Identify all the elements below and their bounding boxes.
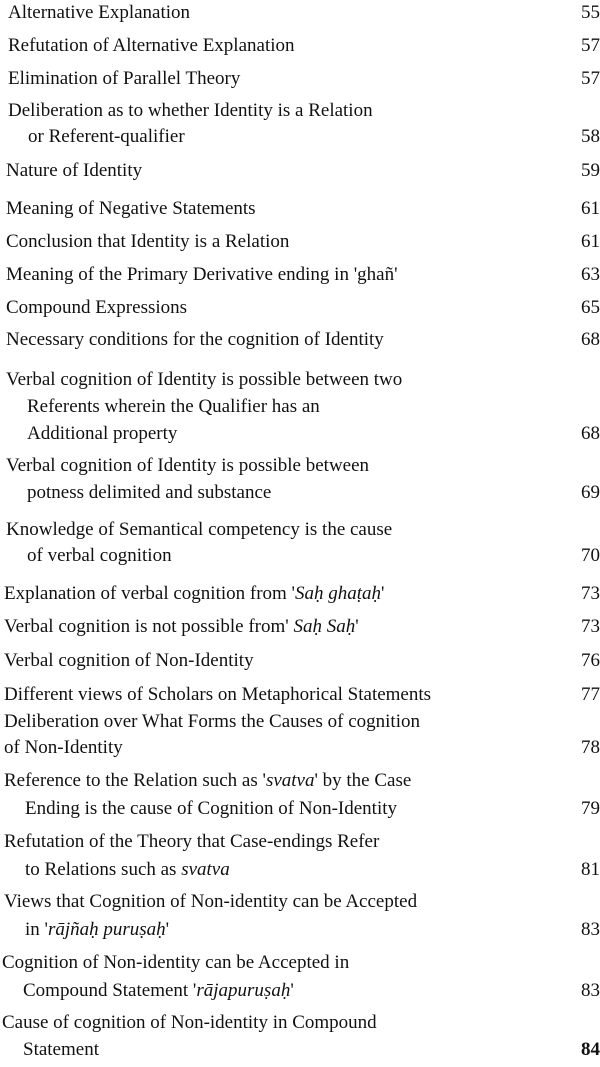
toc-entry-title-text: ' (165, 919, 170, 940)
toc-page-number: 68 (581, 423, 600, 444)
toc-page-number: 55 (581, 2, 600, 23)
toc-entry-title-text: ' (355, 616, 359, 637)
toc-page-number: 58 (581, 126, 600, 147)
toc-entry-title-italic: svatva (265, 770, 315, 791)
toc-entry-title-text: ' (290, 980, 294, 1001)
toc-entry-title: Cause of cognition of Non-identity in Compound (2, 1012, 377, 1033)
toc-entry-title-text: ' by the Case (314, 770, 412, 791)
toc-page-number: 83 (581, 919, 600, 940)
toc-entry-title: Refutation of Alternative Explanation (8, 35, 295, 56)
toc-entry-title: Necessary conditions for the cognition of Identity (6, 329, 384, 350)
toc-entry-title: Cognition of Non-identity can be Accepted in (2, 952, 350, 973)
toc-entry-title: Nature of Identity (6, 160, 143, 181)
toc-entry-title: Deliberation as to whether Identity is a Relation (8, 100, 373, 121)
toc-entry-title-continued (25, 857, 230, 883)
toc-entry-title-italic: Saḥ ghaṭaḥ (294, 583, 382, 604)
toc-page-number: 78 (581, 737, 600, 758)
toc-entry-title: Knowledge of Semantical competency is the cause (6, 519, 393, 540)
toc-entry-title-continued (25, 917, 169, 943)
toc-page-number: 81 (581, 859, 600, 880)
toc-entry-title-continued: of verbal cognition (27, 545, 172, 566)
toc-entry-title: Verbal cognition of Non-Identity (4, 650, 254, 671)
toc-entry-title-continued: Statement (23, 1039, 99, 1060)
toc-entry-title: Refutation of the Theory that Case-endings Refer (4, 831, 380, 852)
toc-page-number: 57 (581, 68, 600, 89)
toc-entry-title-text: Verbal cognition is not possible from' (4, 616, 294, 637)
toc-entry-title-continued: Referents wherein the Qualifier has an (27, 396, 320, 417)
toc-entry-title: Verbal cognition of Identity is possible between (6, 455, 370, 476)
toc-entry-title: Alternative Explanation (8, 2, 191, 23)
toc-entry-title: Meaning of Negative Statements (6, 198, 256, 219)
toc-entry-title: Meaning of the Primary Derivative ending in 'ghañ' (6, 264, 398, 285)
toc-entry-title: Views that Cognition of Non-identity can be Accepted (4, 891, 418, 912)
toc-entry-title-italic: Saḥ Saḥ (293, 616, 356, 637)
toc-entry-title-text: Compound Statement ' (23, 980, 197, 1001)
toc-entry-title-text: Reference to the Relation such as ' (4, 770, 266, 791)
toc-entry-title-continued: Ending is the cause of Cognition of Non-Identity (25, 798, 398, 819)
toc-entry-title-text: in ' (25, 919, 48, 940)
toc-page-number: 65 (581, 297, 600, 318)
toc-entry-title-continued: or Referent-qualifier (28, 126, 185, 147)
toc-entry-title: Different views of Scholars on Metaphorical Statements (4, 684, 432, 705)
toc-page-number: 77 (581, 684, 600, 705)
toc-entry-title (4, 614, 359, 640)
toc-entry-title-continued (23, 978, 294, 1004)
toc-page-number: 69 (581, 482, 600, 503)
toc-entry-title: Elimination of Parallel Theory (8, 68, 241, 89)
toc-page-number: 73 (581, 616, 600, 637)
toc-entry-title-text: ' (381, 583, 385, 604)
toc-page-number: 61 (581, 231, 600, 252)
toc-entry-title (4, 768, 411, 794)
toc-page-number: 61 (581, 198, 600, 219)
toc-page-number: 63 (581, 264, 600, 285)
toc-entry-title-continued: of Non-Identity (4, 737, 123, 758)
toc-entry-title-continued: Additional property (27, 423, 178, 444)
toc-entry-title: Conclusion that Identity is a Relation (6, 231, 290, 252)
toc-entry-title-italic: rājñaḥ puruṣaḥ (47, 919, 166, 940)
toc-page-number: 73 (581, 583, 600, 604)
toc-entry-title (4, 581, 384, 607)
toc-page-number: 79 (581, 798, 600, 819)
toc-page-number: 83 (581, 980, 600, 1001)
toc-entry-title: Verbal cognition of Identity is possible between two (6, 369, 403, 390)
toc-page-number: 70 (581, 545, 600, 566)
toc-page-number: 68 (581, 329, 600, 350)
toc-entry-title-continued: potness delimited and substance (27, 482, 272, 503)
toc-entry-title-text: to Relations such as (25, 859, 182, 880)
toc-page-number: 76 (581, 650, 600, 671)
toc-page-number: 84 (581, 1039, 600, 1060)
toc-entry-title: Deliberation over What Forms the Causes of cognition (4, 711, 420, 732)
toc-entry-title-italic: svatva (181, 859, 230, 880)
toc-page-number: 57 (581, 35, 600, 56)
toc-entry-title-italic: rājapuruṣaḥ (196, 980, 291, 1001)
toc-entry-title: Compound Expressions (6, 297, 188, 318)
toc-entry-title-text: Explanation of verbal cognition from ' (4, 583, 295, 604)
toc-page-number: 59 (581, 160, 600, 181)
